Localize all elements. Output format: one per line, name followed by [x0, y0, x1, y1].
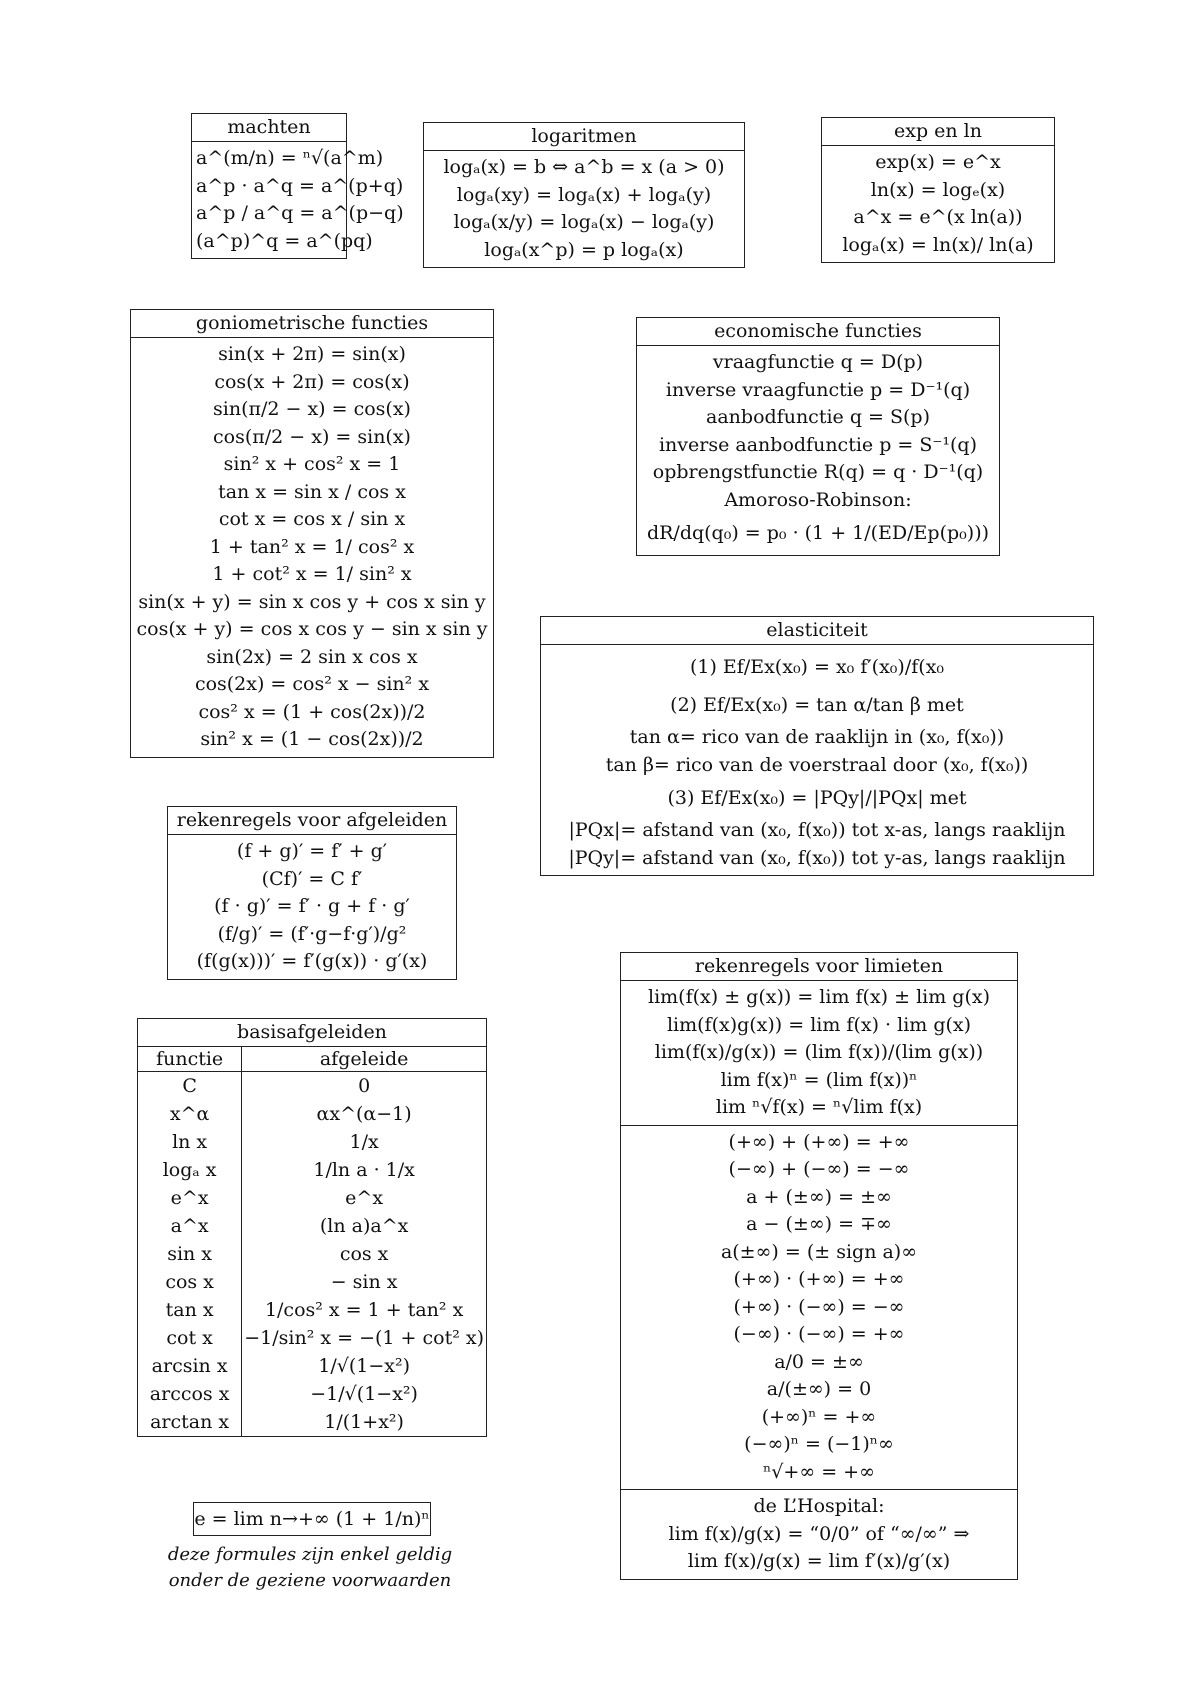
formula: tan α= rico van de raaklijn in (x₀, f(x₀))	[629, 726, 1005, 748]
table-cell: 1/(1+x²)	[324, 1411, 404, 1433]
table-row	[138, 1240, 486, 1268]
formula: (+∞)ⁿ = +∞	[761, 1405, 877, 1428]
table-row	[138, 1072, 486, 1101]
table-row	[138, 1324, 486, 1352]
formula: (3) Ef/Ex(x₀) = |PQy|/|PQx| met	[667, 787, 967, 809]
formula: (f · g)′ = f′ · g + f · g′	[214, 895, 410, 917]
formula: e = lim n→+∞ (1 + 1/n)ⁿ	[194, 1508, 430, 1530]
formula: a^x = e^(x ln(a))	[853, 206, 1023, 228]
formula: lim ⁿ√f(x) = ⁿ√lim f(x)	[715, 1096, 923, 1118]
formula: lim f(x)/g(x) = “0/0” of “∞/∞” ⇒	[668, 1522, 970, 1545]
formula: 1 + tan² x = 1/ cos² x	[209, 535, 415, 558]
formula: sin² x + cos² x = 1	[223, 453, 401, 475]
formula: (2) Ef/Ex(x₀) = tan α/tan β met	[670, 694, 964, 716]
table-row	[138, 1212, 486, 1240]
formula: (1) Ef/Ex(x₀) = x₀ f′(x₀)/f(x₀	[689, 656, 945, 678]
table-row	[138, 1380, 486, 1408]
formula: opbrengstfunctie R(q) = q · D⁻¹(q)	[652, 461, 984, 483]
formula: |PQy|= afstand van (x₀, f(x₀)) tot y-as, langs raaklijn	[568, 846, 1066, 869]
table-cell: 0	[358, 1075, 371, 1097]
formula: lim f(x)/g(x) = lim f′(x)/g′(x)	[687, 1550, 951, 1572]
formula: logₐ(x) = b ⇔ a^b = x (a > 0)	[443, 156, 725, 178]
table-row	[138, 1128, 486, 1156]
formula: ln(x) = logₑ(x)	[870, 178, 1006, 201]
box-title: logaritmen	[424, 123, 744, 151]
validity-note	[140, 1542, 480, 1594]
formula: cos(2x) = cos² x − sin² x	[194, 673, 430, 695]
limit-sections	[621, 981, 1017, 1579]
formula: inverse aanbodfunctie p = S⁻¹(q)	[658, 433, 978, 456]
formula: tan x = sin x / cos x	[218, 480, 406, 503]
formula: a^(m/n) = ⁿ√(a^m)	[196, 147, 384, 169]
box-economische-functies	[636, 317, 1000, 556]
box-machten	[191, 113, 404, 259]
formula: a/(±∞) = 0	[766, 1378, 872, 1400]
box-rekenregels-limieten	[620, 952, 1018, 1580]
table-header-row	[138, 1047, 486, 1072]
box-exp-en-ln	[821, 117, 1055, 263]
table-cell: e^x	[138, 1184, 242, 1212]
table-cell: arccos x	[138, 1380, 242, 1408]
table-cell: −1/√(1−x²)	[310, 1383, 418, 1405]
formula: aanbodfunctie q = S(p)	[706, 406, 930, 428]
formula: a^p · a^q = a^(p+q)	[196, 174, 404, 197]
formula: de L’Hospital:	[753, 1495, 885, 1517]
formula: lim(f(x)/g(x)) = (lim f(x))/(lim g(x))	[654, 1041, 984, 1063]
table-row	[138, 1408, 486, 1436]
table-cell: arcsin x	[138, 1352, 242, 1380]
formula: (f(g(x)))′ = f′(g(x)) · g′(x)	[196, 950, 428, 972]
table-row	[138, 1352, 486, 1380]
formula: (f/g)′ = (f′·g−f·g′)/g²	[217, 922, 407, 945]
formula: (Cf)′ = C f′	[261, 867, 363, 890]
table-cell: cos x	[138, 1268, 242, 1296]
formula: dR/dq(q₀) = p₀ · (1 + 1/(ED/Ep(p₀)))	[646, 522, 990, 544]
table-cell: x^α	[138, 1100, 242, 1128]
formula: tan β= rico van de voerstraal door (x₀, f(x₀))	[605, 753, 1029, 776]
table-cell: tan x	[138, 1296, 242, 1324]
formula: logₐ(x^p) = p logₐ(x)	[484, 238, 684, 261]
table-cell: 1/cos² x = 1 + tan² x	[264, 1299, 464, 1321]
box-body	[192, 142, 404, 258]
box-title: elasticiteit	[541, 617, 1093, 645]
table-cell: a^x	[138, 1212, 242, 1240]
formula: inverse vraagfunctie p = D⁻¹(q)	[665, 378, 971, 401]
formula: (−∞) · (−∞) = +∞	[733, 1323, 905, 1345]
table-cell: 1/x	[349, 1131, 379, 1153]
table-cell: cos x	[339, 1243, 389, 1265]
box-body	[822, 146, 1054, 262]
formula: lim(f(x) ± g(x)) = lim f(x) ± lim g(x)	[648, 986, 990, 1008]
box-title: basisafgeleiden	[138, 1019, 486, 1047]
formula: a^p / a^q = a^(p−q)	[196, 202, 404, 224]
formula: cot x = cos x / sin x	[218, 508, 406, 530]
formula: logₐ(xy) = logₐ(x) + logₐ(y)	[456, 183, 712, 206]
formula: exp(x) = e^x	[875, 151, 1001, 173]
box-title: rekenregels voor limieten	[621, 953, 1017, 981]
formula: (a^p)^q = a^(pq)	[196, 229, 373, 252]
formula: ⁿ√+∞ = +∞	[763, 1460, 875, 1483]
hospital-section	[621, 1489, 1017, 1579]
table-cell: 1/ln a · 1/x	[313, 1159, 415, 1181]
limit-rules-section	[621, 981, 1017, 1125]
basis-table	[138, 1047, 486, 1436]
box-title: goniometrische functies	[131, 310, 493, 338]
formula: sin(π/2 − x) = cos(x)	[213, 398, 411, 420]
box-title: rekenregels voor afgeleiden	[168, 807, 456, 835]
column-header: functie	[138, 1047, 242, 1072]
table-cell: −1/sin² x = −(1 + cot² x)	[244, 1327, 484, 1349]
box-e-definition	[193, 1502, 431, 1536]
formula: cos(x + y) = cos x cos y − sin x sin y	[136, 618, 488, 640]
formula: lim f(x)ⁿ = (lim f(x))ⁿ	[720, 1068, 918, 1091]
table-cell: αx^(α−1)	[316, 1103, 412, 1125]
formula: (+∞) + (+∞) = +∞	[728, 1130, 910, 1153]
formula: (−∞)ⁿ = (−1)ⁿ∞	[744, 1433, 894, 1455]
box-body	[131, 338, 493, 757]
box-goniometrische-functies	[130, 309, 494, 758]
formula: 1 + cot² x = 1/ sin² x	[212, 563, 412, 585]
table-cell: arctan x	[138, 1408, 242, 1436]
formula: vraagfunctie q = D(p)	[712, 351, 924, 373]
table-cell: cot x	[138, 1324, 242, 1352]
box-logaritmen	[423, 122, 745, 268]
formula: sin(x + y) = sin x cos y + cos x sin y	[138, 590, 486, 613]
formula: sin² x = (1 − cos(2x))/2	[200, 728, 424, 750]
formula: cos(π/2 − x) = sin(x)	[213, 425, 411, 448]
formula: a(±∞) = (± sign a)∞	[720, 1240, 918, 1263]
formula: Amoroso-Robinson:	[724, 488, 912, 511]
formula: (−∞) + (−∞) = −∞	[728, 1158, 910, 1180]
table-row	[138, 1184, 486, 1212]
formula: sin(2x) = 2 sin x cos x	[206, 645, 418, 668]
box-title: economische functies	[637, 318, 999, 346]
formula: a − (±∞) = ∓∞	[746, 1213, 892, 1235]
formula: sin(x + 2π) = sin(x)	[218, 343, 406, 365]
table-cell: C	[138, 1072, 242, 1101]
formula: a + (±∞) = ±∞	[746, 1185, 892, 1208]
table-cell: e^x	[345, 1187, 384, 1209]
box-body	[637, 346, 999, 555]
table-cell: ln x	[138, 1128, 242, 1156]
formula: logₐ(x/y) = logₐ(x) − logₐ(y)	[453, 211, 715, 233]
formula: a/0 = ±∞	[774, 1350, 864, 1373]
box-basisafgeleiden	[137, 1018, 487, 1437]
box-title: exp en ln	[822, 118, 1054, 146]
formula: lim(f(x)g(x)) = lim f(x) · lim g(x)	[666, 1013, 972, 1036]
formula: (+∞) · (−∞) = −∞	[733, 1295, 905, 1318]
box-body	[424, 151, 744, 267]
formula: logₐ(x) = ln(x)/ ln(a)	[842, 233, 1034, 256]
box-body	[168, 835, 456, 979]
table-cell: (ln a)a^x	[319, 1215, 409, 1237]
box-rekenregels-afgeleiden	[167, 806, 457, 980]
infinity-rules-section	[621, 1125, 1017, 1490]
formula: |PQx|= afstand van (x₀, f(x₀)) tot x-as, langs raaklijn	[568, 819, 1066, 841]
table-row	[138, 1296, 486, 1324]
table-row	[138, 1100, 486, 1128]
box-elasticiteit	[540, 616, 1094, 876]
table-cell: logₐ x	[138, 1156, 242, 1184]
table-cell: − sin x	[330, 1271, 398, 1293]
table-cell: sin x	[138, 1240, 242, 1268]
note-line: onder de geziene voorwaarden	[168, 1570, 452, 1591]
formula: cos(x + 2π) = cos(x)	[214, 370, 410, 393]
box-body	[541, 645, 1093, 875]
table-row	[138, 1268, 486, 1296]
column-header: afgeleide	[242, 1047, 486, 1072]
table-cell: 1/√(1−x²)	[318, 1355, 410, 1377]
box-title: machten	[192, 114, 346, 142]
note-line: deze formules zijn enkel geldig	[167, 1544, 453, 1565]
formula: (+∞) · (+∞) = +∞	[733, 1268, 905, 1290]
table-row	[138, 1156, 486, 1184]
formula: (f + g)′ = f′ + g′	[236, 840, 388, 862]
formula: cos² x = (1 + cos(2x))/2	[198, 700, 426, 723]
